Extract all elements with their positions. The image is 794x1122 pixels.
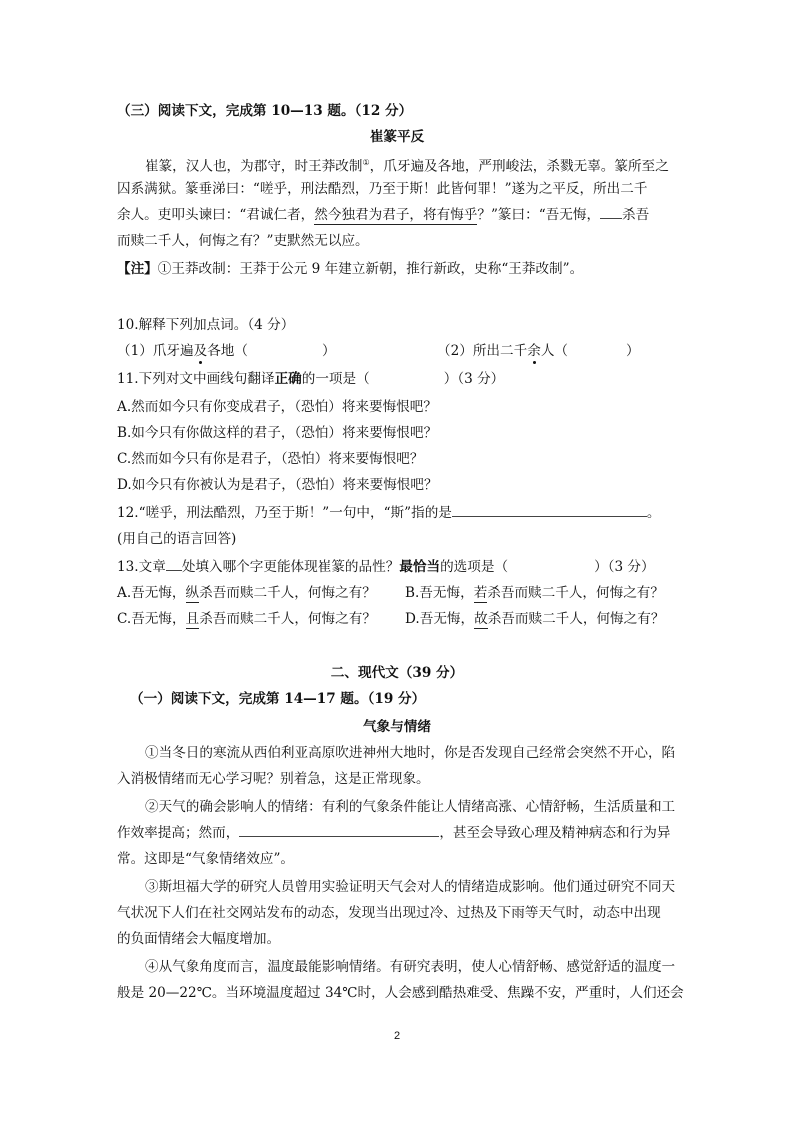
article-para-3-line-3: 的负面情绪会大幅度增加。 [117, 931, 281, 947]
question-13-stem [117, 558, 655, 576]
article-para-3-line-2: 气状况下人们在社交网站发布的动态，发现当出现过冷、过热及下雨等天气时，动态中出现 [117, 905, 661, 921]
text: C.吾无悔， [117, 611, 186, 627]
question-11-option-b: B.如今只有你做这样的君子，（恐怕）将来要悔恨吧？ [117, 425, 438, 441]
question-13-option-d [405, 610, 664, 628]
question-13-option-b [405, 584, 664, 602]
article-para-3-line-1: ③斯坦福大学的研究人员曾用实验证明天气会对人的情绪造成影响。他们通过研究不同天 [145, 879, 676, 895]
underlined-word: 若 [473, 585, 488, 601]
answer-blank[interactable] [452, 516, 647, 517]
text: ，甚至会导致心理及精神病态和行为异 [439, 825, 671, 841]
text: ，爪牙遍及各地，严刑峻法，杀戮无辜。篆所至之 [369, 158, 669, 175]
question-11-option-d: D.如今只有你被认为是君子，（恐怕）将来要悔恨吧？ [117, 477, 438, 493]
text: 11.下列对文中画线句翻译 [117, 371, 275, 387]
emphasis: 最恰当 [399, 559, 441, 575]
emphasis: 正确 [274, 371, 302, 387]
article-para-1-line-1: ①当冬日的寒流从西伯利亚高原吹进神州大地时，你是否发现自己经常会突然不开心，陷 [145, 745, 676, 761]
text: ） [322, 343, 336, 359]
answer-blank[interactable] [239, 836, 439, 837]
text: D.吾无悔， [405, 611, 475, 627]
question-11-option-c: C.然而如今只有你是君子，（恐怕）将来要悔恨吧？ [117, 451, 424, 467]
part-subheading: （一）阅读下文，完成第 14—17 题。（19 分） [130, 691, 426, 707]
article-para-4-line-2: 般是 20—22℃。当环境温度超过 34℃时，人会感到酷热难受、焦躁不安，严重时，人们还会 [117, 985, 684, 1001]
text: B.吾无悔， [405, 585, 474, 601]
text: 各地（ [207, 343, 248, 359]
dotted-word: 及 [193, 343, 208, 359]
article-para-4-line-1: ④从气象角度而言，温度最能影响情绪。有研究表明，使人心情舒畅、感觉舒适的温度一 [145, 959, 676, 975]
article-para-2-line-2 [117, 824, 670, 842]
text: 13.文章 [117, 559, 166, 575]
note-text: ①王莽改制：王莽于公元 9 年建立新朝，推行新政，史称“王莽改制”。 [157, 261, 584, 277]
question-10-item-2 [437, 342, 640, 360]
text: 杀吾而赎二千人，何悔之有？ [199, 611, 376, 627]
question-13-option-c [117, 610, 376, 628]
text: A.吾无悔， [117, 585, 186, 601]
text: 杀吾而赎二千人，何悔之有？ [199, 585, 376, 601]
passage-title: 崔篆平反 [369, 129, 425, 145]
underlined-word: 纵 [185, 585, 200, 601]
text: 杀吾而赎二千人，何悔之有？ [487, 611, 665, 627]
question-11-stem [117, 370, 504, 388]
text: ）（3 分） [594, 559, 655, 575]
note-label: 【注】 [117, 261, 158, 277]
question-10-item-1 [117, 342, 336, 360]
passage-line-1 [145, 154, 669, 176]
text: ） [626, 343, 640, 359]
footnote [117, 260, 583, 278]
text: 人（ [540, 343, 568, 359]
answer-blank[interactable] [166, 570, 182, 571]
text: 作效率提高；然而， [117, 825, 240, 841]
section-heading: （三）阅读下文，完成第 10—13 题。（12 分） [117, 103, 413, 119]
article-para-1-line-2: 入消极情绪而无心学习呢？别着急，这是正常现象。 [117, 771, 430, 787]
text: （2）所出二千 [437, 343, 528, 359]
question-12-note: (用自己的语言回答) [117, 531, 237, 547]
text: 。 [646, 505, 661, 521]
article-title: 气象与情绪 [363, 719, 431, 735]
text: 12.“嗟乎，刑法酷烈，乃至于斯！”一句中，“斯”指的是 [117, 505, 452, 521]
underlined-word: 故 [474, 611, 488, 627]
passage-line-3 [117, 206, 649, 224]
dotted-word: 余 [527, 343, 541, 359]
question-10-stem: 10.解释下列加点词。（4 分） [117, 317, 295, 333]
page-number: 2 [393, 1030, 401, 1042]
text: 杀吾而赎二千人，何悔之有？ [487, 585, 664, 601]
footnote-marker: ① [362, 158, 370, 167]
text: 杀吾 [622, 207, 650, 223]
text: （1）爪牙遍 [117, 343, 194, 359]
text: 余人。吏叩头谏曰：“君诚仁者， [117, 207, 315, 223]
answer-blank[interactable] [600, 218, 622, 219]
article-para-2-line-1: ②天气的确会影响人的情绪：有利的气象条件能让人情绪高涨、心情舒畅，生活质量和工 [145, 799, 676, 815]
text: 崔篆，汉人也，为郡守，时王莽改制 [145, 158, 363, 175]
passage-line-2: 囚系满狱。篆垂涕曰：“嗟乎，刑法酷烈，乃至于斯！此皆何罪！”遂为之平反，所出二千 [117, 181, 648, 197]
text: 处填入哪个字更能体现崔篆的品性？ [181, 559, 400, 575]
question-12-stem [117, 504, 660, 522]
text: 的选项是（ [440, 559, 509, 575]
part-heading: 二、现代文（39 分） [330, 665, 464, 681]
text: ？”篆曰：“吾无悔， [477, 207, 601, 223]
underlined-sentence: 然今独君为君子，将有悔乎 [314, 207, 478, 223]
article-para-2-line-3: 常。这即是“气象情绪效应”。 [117, 851, 295, 867]
text: ）（3 分） [443, 371, 505, 387]
question-11-option-a: A.然而如今只有你变成君子，（恐怕）将来要悔恨吧？ [117, 399, 437, 415]
question-13-option-a [117, 584, 376, 602]
underlined-word: 且 [185, 611, 200, 627]
text: 的一项是（ [301, 371, 370, 387]
passage-line-4: 而赎二千人，何悔之有？”吏默然无以应。 [117, 233, 369, 249]
